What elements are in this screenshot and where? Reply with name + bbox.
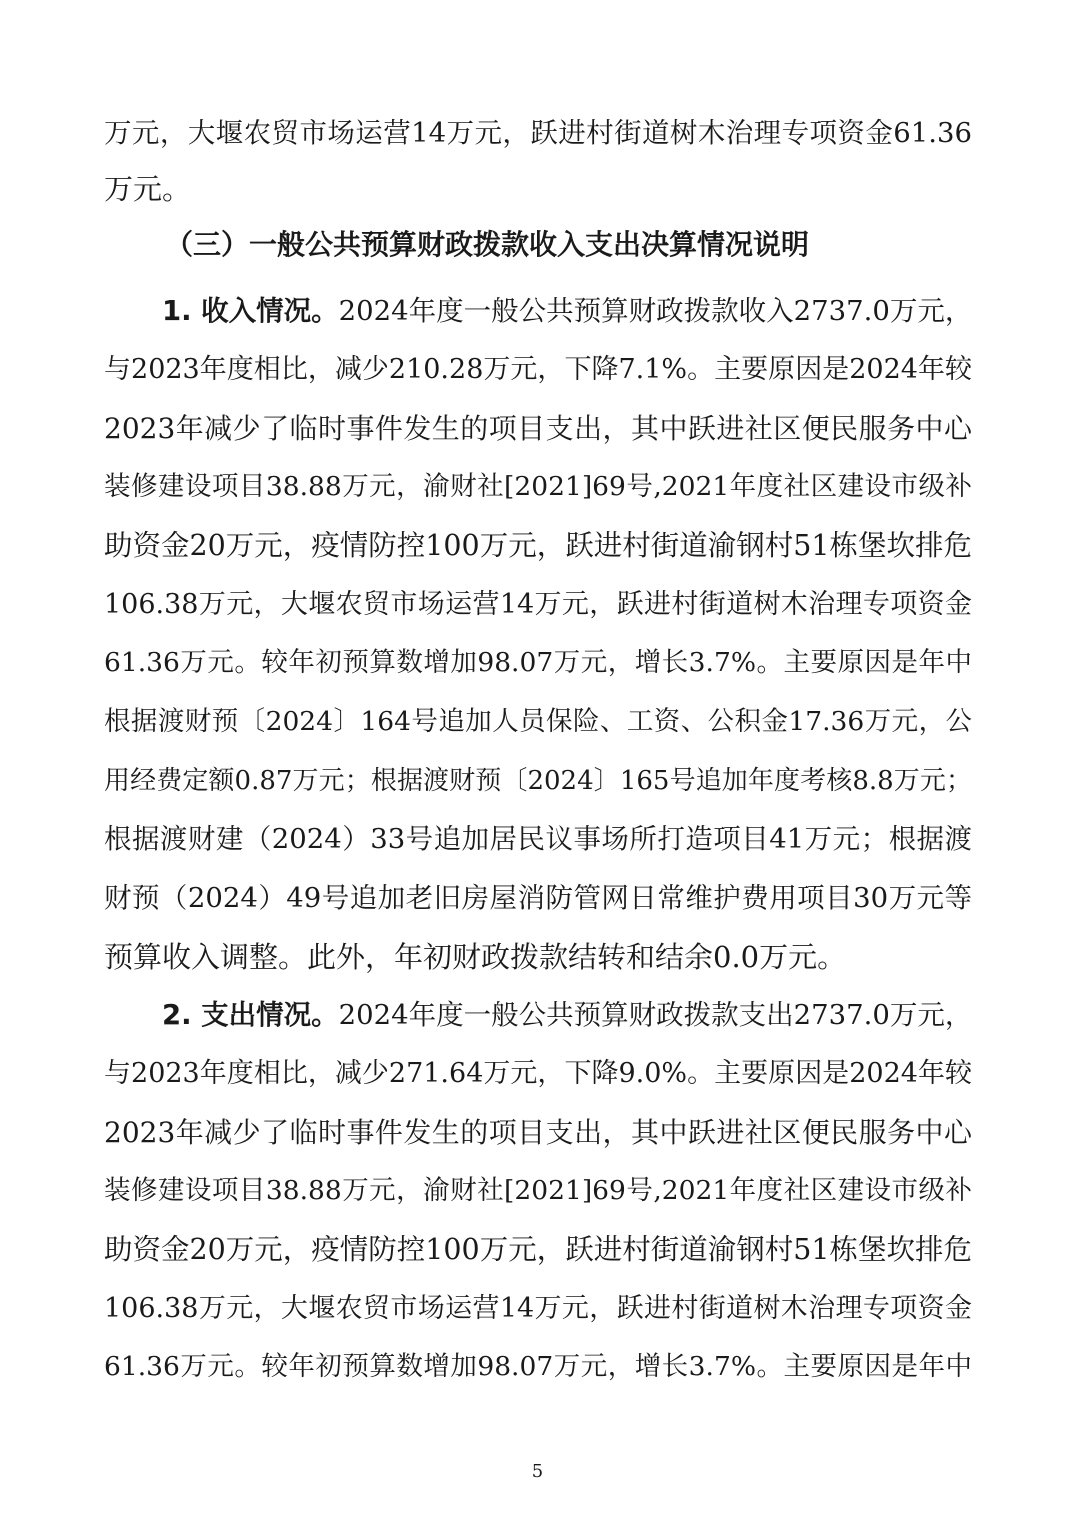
expenditure-line: 与2023年度相比，减少271.64万元，下降9.0%。主要原因是2024年较 bbox=[104, 1058, 972, 1089]
income-lead: 1. 收入情况。 bbox=[162, 295, 339, 327]
continuation-line: 万元。 bbox=[104, 172, 192, 206]
income-line: 106.38万元，大堰农贸市场运营14万元，跃进村街道树木治理专项资金 bbox=[104, 589, 972, 620]
income-line: 装修建设项目38.88万元，渝财社[2021]69号,2021年度社区建设市级补 bbox=[104, 471, 972, 502]
income-first-line-text: 2024年度一般公共预算财政拨款收入2737.0万元， bbox=[338, 295, 972, 327]
income-line: 用经费定额0.87万元；根据渡财预〔2024〕165号追加年度考核8.8万元； bbox=[104, 766, 972, 796]
income-line: 2023年减少了临时事件发生的项目支出，其中跃进社区便民服务中心 bbox=[104, 412, 972, 445]
income-line: 助资金20万元，疫情防控100万元，跃进村街道渝钢村51栋堡坎排危 bbox=[104, 529, 972, 562]
income-line: 根据渡财建（2024）33号追加居民议事场所打造项目41万元；根据渡 bbox=[104, 823, 972, 855]
income-line: 根据渡财预〔2024〕164号追加人员保险、工资、公积金17.36万元，公 bbox=[104, 706, 972, 737]
expenditure-line: 2023年减少了临时事件发生的项目支出，其中跃进社区便民服务中心 bbox=[104, 1116, 972, 1149]
expenditure-lead: 2. 支出情况。 bbox=[162, 999, 339, 1031]
income-line: 财预（2024）49号追加老旧房屋消防管网日常维护费用项目30万元等 bbox=[104, 882, 972, 914]
expenditure-line: 助资金20万元，疫情防控100万元，跃进村街道渝钢村51栋堡坎排危 bbox=[104, 1233, 972, 1266]
income-paragraph-first-line bbox=[162, 291, 972, 331]
income-line: 与2023年度相比，减少210.28万元，下降7.1%。主要原因是2024年较 bbox=[104, 354, 972, 385]
income-line: 预算收入调整。此外，年初财政拨款结转和结余0.0万元。 bbox=[104, 940, 847, 974]
income-line: 61.36万元。较年初预算数增加98.07万元，增长3.7%。主要原因是年中 bbox=[104, 647, 972, 678]
expenditure-line: 61.36万元。较年初预算数增加98.07万元，增长3.7%。主要原因是年中 bbox=[104, 1351, 972, 1382]
expenditure-first-line-text: 2024年度一般公共预算财政拨款支出2737.0万元， bbox=[338, 999, 972, 1031]
page-number: 5 bbox=[531, 1461, 544, 1482]
section-heading: （三）一般公共预算财政拨款收入支出决算情况说明 bbox=[165, 228, 810, 261]
expenditure-line: 装修建设项目38.88万元，渝财社[2021]69号,2021年度社区建设市级补 bbox=[104, 1175, 972, 1206]
continuation-line: 万元，大堰农贸市场运营14万元，跃进村街道树木治理专项资金61.36 bbox=[104, 117, 972, 149]
expenditure-line: 106.38万元，大堰农贸市场运营14万元，跃进村街道树木治理专项资金 bbox=[104, 1293, 972, 1324]
expenditure-paragraph-first-line bbox=[162, 995, 972, 1035]
